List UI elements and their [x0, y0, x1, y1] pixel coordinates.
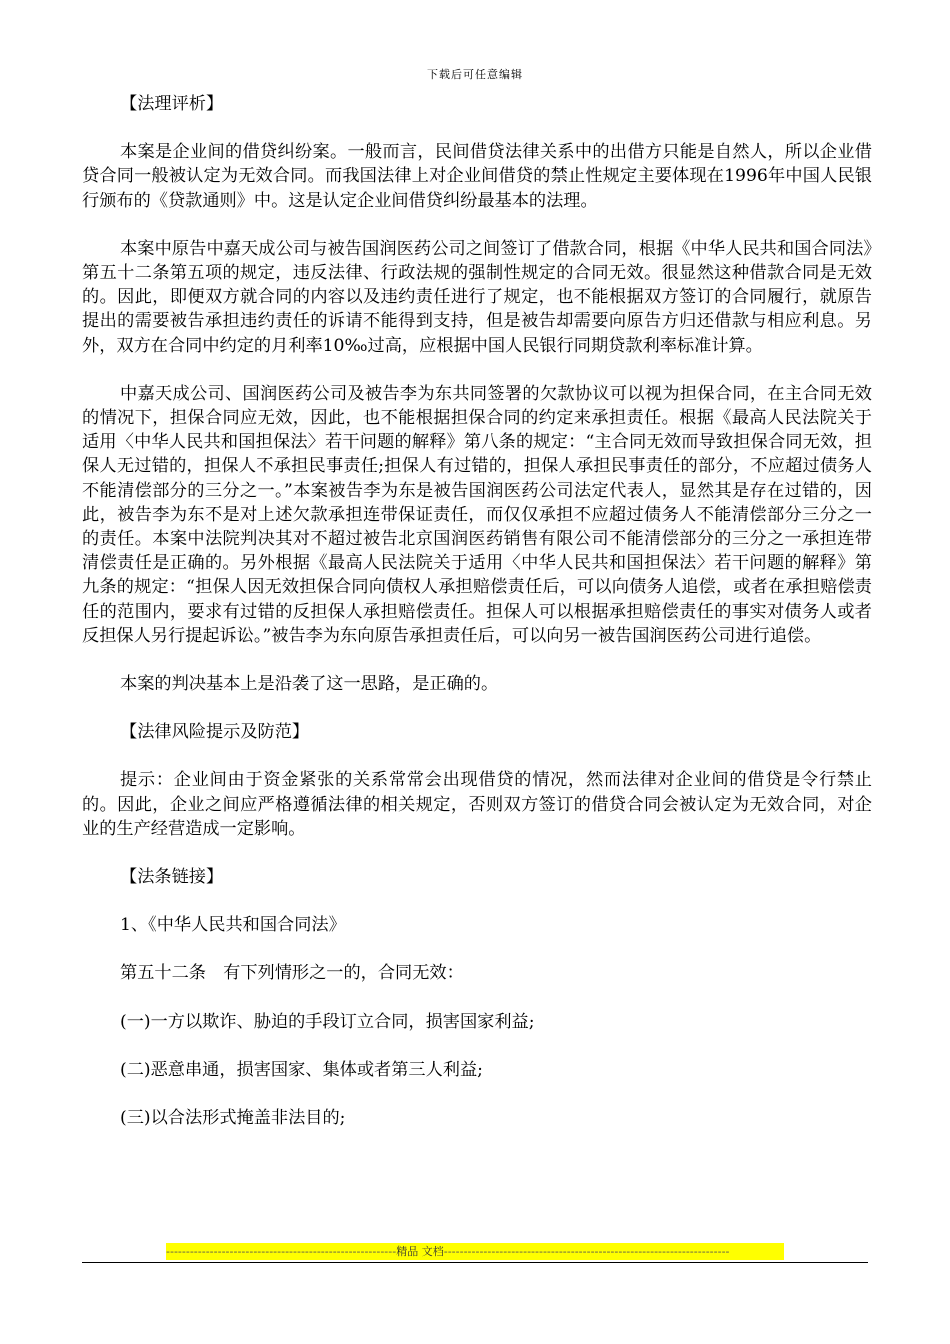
list-item: (三)以合法形式掩盖非法目的; — [120, 1108, 346, 1129]
list-item: (一)一方以欺诈、胁迫的手段订立合同，损害国家利益; — [120, 1011, 535, 1032]
footer-dashes-right: ------------------------------------------------------------------------ — [443, 1245, 730, 1258]
paragraph-3: 中嘉天成公司、国润医药公司及被告李为东共同签署的欠款协议可以视为担保合同，在主合同无效的情况下，担保合同应无效，因此，也不能根据担保合同的约定来承担责任。根据《最高人民法院关于适用〈中华人民共和国担保法〉若干问题的解释》第八条的规定：“主合同无效而导致担保合同无效，担保人无过错的，担保人不承担民事责任;担保人有过错的，担保人承担民事责任的部分，不应超过债务人不能清偿部分的三分之一。”本案被告李为东是被告国润医药公司法定代表人，显然其是存在过错的，因此，被告李为东不是对上述欠款承担连带保证责任，而仅仅承担不应超过债务人不能清偿部分三分之一的责任。本案中法院判决其对不超过被告北京国润医药销售有限公司不能清偿部分的三分之一承担连带清偿责任是正确的。另外根据《最高人民法院关于适用〈中华人民共和国担保法〉若干问题的解释》第九条的规定：“担保人因无效担保合同向债权人承担赔偿责任后，可以向债务人追偿，或者在承担赔偿责任的范围内，要求有过错的反担保人承担赔偿责任。担保人可以根据承担赔偿责任的事实对债务人或者反担保人另行提起诉讼。”被告李为东向原告承担责任后，可以向另一被告国润医药公司进行追偿。 — [82, 383, 872, 646]
paragraph-1: 本案是企业间的借贷纠纷案。一般而言，民间借贷法律关系中的出借方只能是自然人，所以企业借贷合同一般被认定为无效合同。而我国法律上对企业间借贷的禁止性规定主要体现在1996年中国人民银行颁布的《贷款通则》中。这是认定企业间借贷纠纷最基本的法理。 — [82, 142, 872, 211]
footer-label: 精品 文档 — [396, 1245, 444, 1258]
footer-divider — [82, 1262, 868, 1263]
law-title: 1、《中华人民共和国合同法》 — [120, 915, 346, 936]
list-item: (二)恶意串通，损害国家、集体或者第三人利益; — [120, 1059, 483, 1080]
document-body — [82, 92, 872, 1154]
section-heading-law: 【法条链接】 — [120, 867, 224, 888]
section-heading-analysis: 【法理评析】 — [120, 94, 224, 114]
paragraph-5: 提示：企业间由于资金紧张的关系常常会出现借贷的情况，然而法律对企业间的借贷是令行禁止的。因此，企业之间应严格遵循法律的相关规定，否则双方签订的借贷合同会被认定为无效合同，对企业的生产经营造成一定影响。 — [82, 770, 872, 839]
paragraph-2: 本案中原告中嘉天成公司与被告国润医药公司之间签订了借款合同，根据《中华人民共和国合同法》第五十二条第五项的规定，违反法律、行政法规的强制性规定的合同无效。很显然这种借款合同是无效的。因此，即便双方就合同的内容以及违约责任进行了规定，也不能根据双方签订的合同履行，就原告提出的需要被告承担违约责任的诉请不能得到支持，但是被告却需要向原告方归还借款与相应利息。另外，双方在合同中约定的月利率10‰过高，应根据中国人民银行同期贷款利率标准计算。 — [82, 238, 872, 356]
footer-highlight-bar — [166, 1243, 784, 1260]
article-title: 第五十二条 有下列情形之一的，合同无效： — [120, 963, 464, 984]
footer-dashes-left: ---------------------------------------------------------- — [166, 1245, 397, 1258]
section-heading-risk: 【法律风险提示及防范】 — [120, 722, 310, 743]
paragraph-4: 本案的判决基本上是沿袭了这一思路，是正确的。 — [120, 674, 499, 695]
page-header: 下载后可任意编辑 — [427, 68, 523, 81]
